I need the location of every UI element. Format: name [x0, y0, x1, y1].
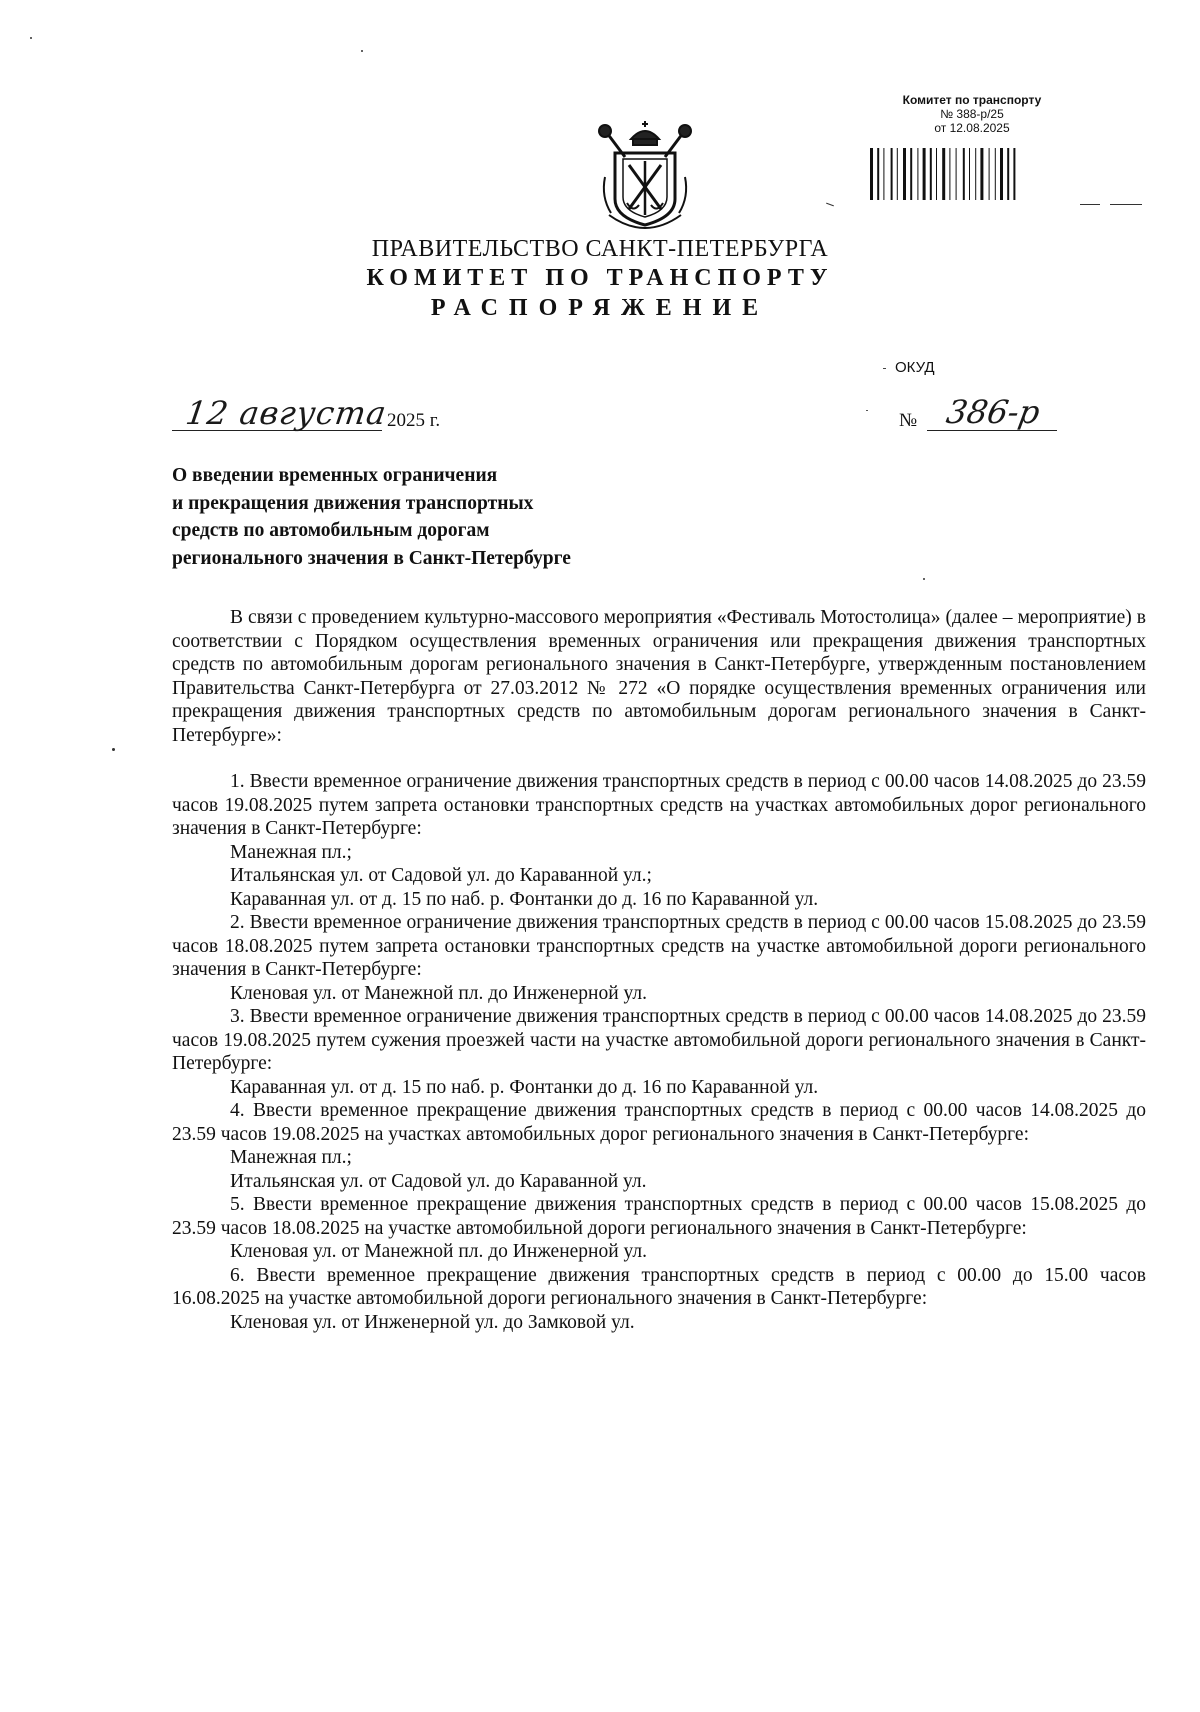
- street-section: Кленовая ул. от Манежной пл. до Инженерной ул.: [230, 1241, 648, 1262]
- barcode-bar: [870, 148, 873, 200]
- okud-label: ОКУД: [895, 359, 935, 376]
- barcode-bar: [923, 148, 926, 200]
- registration-stamp: [872, 93, 1072, 135]
- barcode-bar: [942, 148, 945, 200]
- barcode-bar: [995, 148, 996, 200]
- barcode-bar: [877, 148, 879, 200]
- subject-line: регионального значения в Санкт-Петербурге: [172, 547, 571, 569]
- scan-line: [826, 203, 834, 207]
- stamp-org: Комитет по транспорту: [902, 93, 1042, 107]
- order-item-3: 3. Ввести временное ограничение движения транспортных средств в период с 00.00 часов 14.08.2025 до 23.59 часов 19.08.2025 путем сужения проезжей части на участке автомобильной дороги регионального значения в Санкт-Петербурге:: [172, 1006, 1146, 1074]
- scan-speck: [112, 748, 115, 751]
- barcode-bar: [903, 148, 906, 200]
- barcode-bar: [910, 148, 912, 200]
- street-section: Манежная пл.;: [230, 1147, 352, 1168]
- date-year: 2025 г.: [387, 410, 441, 431]
- order-item-4: 4. Ввести временное прекращение движения транспортных средств в период с 00.00 часов 14.08.2025 до 23.59 часов 19.08.2025 на участках автомобильных дорог регионального значения в Санкт-Петербурге:: [172, 1100, 1146, 1145]
- barcode-bar: [963, 148, 965, 200]
- order-item-2: 2. Ввести временное ограничение движения транспортных средств в период с 00.00 часов 15.08.2025 до 23.59 часов 18.08.2025 путем запрета остановки транспортных средств на участке автомобильной дороги регионального значения в Санкт-Петербурге:: [172, 912, 1146, 980]
- street-section: Кленовая ул. от Инженерной ул. до Замковой ул.: [230, 1311, 635, 1333]
- street-section: Караванная ул. от д. 15 по наб. р. Фонтанки до д. 16 по Караванной ул.: [230, 1076, 819, 1098]
- barcode-bar: [930, 148, 932, 200]
- barcode-bar: [917, 148, 918, 200]
- scan-line: [1110, 204, 1142, 205]
- stamp-reg-date: от 12.08.2025: [934, 121, 1010, 135]
- barcode-bar: [975, 148, 976, 200]
- document-type: РАСПОРЯЖЕНИЕ: [430, 295, 770, 321]
- subject-line: О введении временных ограничения: [172, 465, 498, 486]
- barcode-bar: [1007, 148, 1009, 200]
- street-section: Итальянская ул. от Садовой ул. до Караванной ул.: [230, 1170, 647, 1192]
- street-section: Караванная ул. от д. 15 по наб. р. Фонтанки до д. 16 по Караванной ул.: [230, 888, 819, 910]
- document-subject: [172, 462, 571, 572]
- preamble-paragraph: В связи с проведением культурно-массового мероприятия «Фестиваль Мотостолица» (далее – мероприятие) в соответствии с Порядком осуществления временных ограничения или прекращения движения транспортных средств по автомобильным дорогам регионального значения в Санкт-Петербурге, утвержденным постановлением Правительства Санкт-Петербурга от 27.03.2012 № 272 «О порядке осуществления временных ограничения или прекращения движения транспортных средств по автомобильным дорогам регионального значения в Санкт-Петербурге»:: [172, 607, 1146, 746]
- stamp-reg-number: № 388-р/25: [940, 107, 1004, 121]
- scan-speck: [30, 37, 32, 39]
- order-item-5: 5. Ввести временное прекращение движения транспортных средств в период с 00.00 часов 15.08.2025 до 23.59 часов 18.08.2025 на участке автомобильной дороги регионального значения в Санкт-Петербурге:: [172, 1194, 1146, 1239]
- barcode-bar: [1013, 148, 1015, 200]
- barcode-bar: [897, 148, 898, 200]
- barcode-bar: [949, 148, 950, 200]
- barcode-bar: [883, 148, 884, 200]
- order-item-1: 1. Ввести временное ограничение движения транспортных средств в период с 00.00 часов 14.08.2025 до 23.59 часов 19.08.2025 путем запрета остановки транспортных средств на участках автомобильных дорог регионального значения в Санкт-Петербурге:: [172, 771, 1146, 839]
- barcode: [868, 142, 1073, 204]
- barcode-bar: [980, 148, 983, 200]
- date-handwritten: 12 августа: [183, 394, 390, 432]
- order-item-6: 6. Ввести временное прекращение движения транспортных средств в период с 00.00 до 15.00 часов 16.08.2025 на участке автомобильной дороги регионального значения в Санкт-Петербурге:: [172, 1264, 1146, 1309]
- street-section: Манежная пл.;: [230, 841, 352, 863]
- subject-line: средств по автомобильным дорогам: [172, 520, 490, 541]
- barcode-bar: [936, 148, 937, 200]
- barcode-bar: [969, 148, 970, 200]
- barcode-bar: [956, 148, 957, 200]
- okud-marker: [883, 368, 886, 369]
- barcode-bar: [989, 148, 990, 200]
- scan-speck: [866, 410, 868, 411]
- scan-speck: [923, 578, 925, 580]
- subject-line: и прекращения движения транспортных: [172, 492, 534, 514]
- number-sign: №: [899, 410, 918, 431]
- barcode-bar: [891, 148, 893, 200]
- coat-of-arms-emblem: [593, 117, 697, 235]
- number-handwritten: 386-р: [943, 393, 1043, 431]
- scan-speck: [361, 50, 363, 52]
- document-body: [172, 606, 1146, 1334]
- government-name: ПРАВИТЕЛЬСТВО САНКТ-ПЕТЕРБУРГА: [371, 236, 829, 262]
- committee-name: КОМИТЕТ ПО ТРАНСПОРТУ: [366, 265, 834, 291]
- barcode-bar: [1000, 148, 1003, 200]
- street-section: Итальянская ул. от Садовой ул. до Караванной ул.;: [230, 865, 652, 886]
- street-section: Кленовая ул. от Манежной пл. до Инженерной ул.: [230, 982, 648, 1004]
- scan-line: [1080, 204, 1100, 205]
